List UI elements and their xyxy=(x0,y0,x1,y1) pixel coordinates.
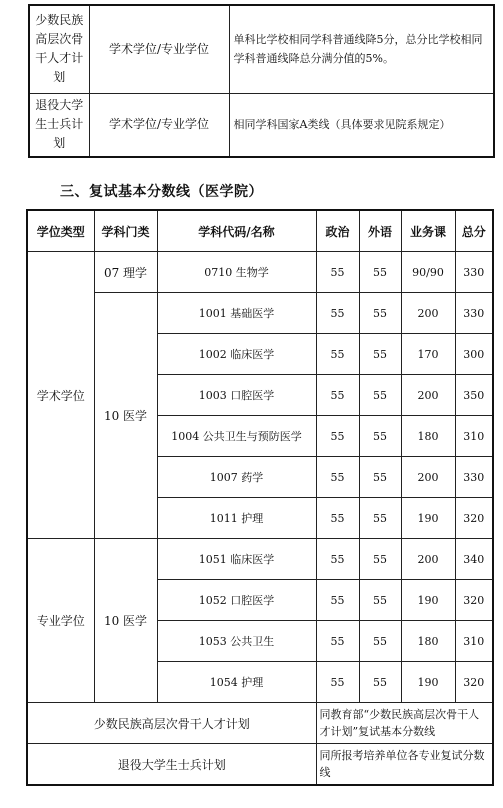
plan-category-cell: 退役大学生士兵计划 xyxy=(29,93,89,157)
score-rule-cell: 单科比学校相同学科普通线降5分，总分比学校相同学科普通线降总分满分值的5%。 xyxy=(229,5,494,93)
foreign-cell: 55 xyxy=(359,621,401,662)
science-category: 07 理学 xyxy=(94,252,157,293)
major-cell: 90/90 xyxy=(401,252,455,293)
table-row xyxy=(29,5,494,93)
major-cell: 200 xyxy=(401,375,455,416)
total-cell: 320 xyxy=(455,580,493,621)
politics-cell: 55 xyxy=(316,662,359,703)
politics-cell: 55 xyxy=(316,375,359,416)
total-cell: 320 xyxy=(455,498,493,539)
politics-cell: 55 xyxy=(316,416,359,457)
plan-rules-table xyxy=(28,4,495,158)
code-name-cell: 1007 药学 xyxy=(157,457,316,498)
degree-type-cell: 学术学位/专业学位 xyxy=(89,93,229,157)
politics-cell: 55 xyxy=(316,334,359,375)
foreign-cell: 55 xyxy=(359,252,401,293)
foreign-cell: 55 xyxy=(359,375,401,416)
politics-cell: 55 xyxy=(316,621,359,662)
header-degree-type: 学位类型 xyxy=(27,210,94,252)
total-cell: 330 xyxy=(455,457,493,498)
foreign-cell: 55 xyxy=(359,539,401,580)
major-cell: 200 xyxy=(401,457,455,498)
table-row xyxy=(29,93,494,157)
code-name-cell: 1052 口腔医学 xyxy=(157,580,316,621)
header-foreign: 外语 xyxy=(359,210,401,252)
degree-type-cell: 学术学位/专业学位 xyxy=(89,5,229,93)
total-cell: 300 xyxy=(455,334,493,375)
table-row xyxy=(27,703,493,744)
total-cell: 330 xyxy=(455,252,493,293)
table-row xyxy=(27,744,493,786)
header-code-name: 学科代码/名称 xyxy=(157,210,316,252)
code-name-cell: 1054 护理 xyxy=(157,662,316,703)
table-row xyxy=(27,252,493,293)
section-heading: 三、复试基本分数线（医学院） xyxy=(60,184,263,200)
header-field-category: 学科门类 xyxy=(94,210,157,252)
code-name-cell: 1002 临床医学 xyxy=(157,334,316,375)
politics-cell: 55 xyxy=(316,252,359,293)
politics-cell: 55 xyxy=(316,539,359,580)
retest-score-table xyxy=(26,209,494,786)
code-name-cell: 1051 临床医学 xyxy=(157,539,316,580)
major-cell: 180 xyxy=(401,621,455,662)
politics-cell: 55 xyxy=(316,580,359,621)
code-name-cell: 1001 基础医学 xyxy=(157,293,316,334)
major-cell: 190 xyxy=(401,498,455,539)
total-cell: 310 xyxy=(455,416,493,457)
major-cell: 170 xyxy=(401,334,455,375)
footer-plan-label: 少数民族高层次骨干人才计划 xyxy=(27,703,316,744)
code-name-cell: 1011 护理 xyxy=(157,498,316,539)
major-cell: 200 xyxy=(401,539,455,580)
politics-cell: 55 xyxy=(316,457,359,498)
header-major: 业务课 xyxy=(401,210,455,252)
header-politics: 政治 xyxy=(316,210,359,252)
code-name-cell: 1053 公共卫生 xyxy=(157,621,316,662)
foreign-cell: 55 xyxy=(359,662,401,703)
foreign-cell: 55 xyxy=(359,457,401,498)
code-name-cell: 1003 口腔医学 xyxy=(157,375,316,416)
major-cell: 200 xyxy=(401,293,455,334)
total-cell: 340 xyxy=(455,539,493,580)
footer-plan-label: 退役大学生士兵计划 xyxy=(27,744,316,786)
header-row xyxy=(27,210,493,252)
major-cell: 190 xyxy=(401,662,455,703)
footer-plan-note: 同所报考培养单位各专业复试分数线 xyxy=(316,744,493,786)
academic-degree-label: 学术学位 xyxy=(27,252,94,539)
score-rule-cell: 相同学科国家A类线（具体要求见院系规定） xyxy=(229,93,494,157)
table-row xyxy=(27,539,493,580)
foreign-cell: 55 xyxy=(359,334,401,375)
code-name-cell: 1004 公共卫生与预防医学 xyxy=(157,416,316,457)
politics-cell: 55 xyxy=(316,293,359,334)
medicine-category: 10 医学 xyxy=(94,293,157,539)
foreign-cell: 55 xyxy=(359,498,401,539)
foreign-cell: 55 xyxy=(359,293,401,334)
total-cell: 320 xyxy=(455,662,493,703)
foreign-cell: 55 xyxy=(359,580,401,621)
header-total: 总分 xyxy=(455,210,493,252)
major-cell: 180 xyxy=(401,416,455,457)
total-cell: 350 xyxy=(455,375,493,416)
footer-plan-note: 同教育部“少数民族高层次骨干人才计划”复试基本分数线 xyxy=(316,703,493,744)
total-cell: 310 xyxy=(455,621,493,662)
major-cell: 190 xyxy=(401,580,455,621)
code-name-cell: 0710 生物学 xyxy=(157,252,316,293)
table-row xyxy=(27,293,493,334)
plan-category-cell: 少数民族高层次骨干人才计划 xyxy=(29,5,89,93)
foreign-cell: 55 xyxy=(359,416,401,457)
professional-category: 10 医学 xyxy=(94,539,157,703)
politics-cell: 55 xyxy=(316,498,359,539)
professional-degree-label: 专业学位 xyxy=(27,539,94,703)
total-cell: 330 xyxy=(455,293,493,334)
